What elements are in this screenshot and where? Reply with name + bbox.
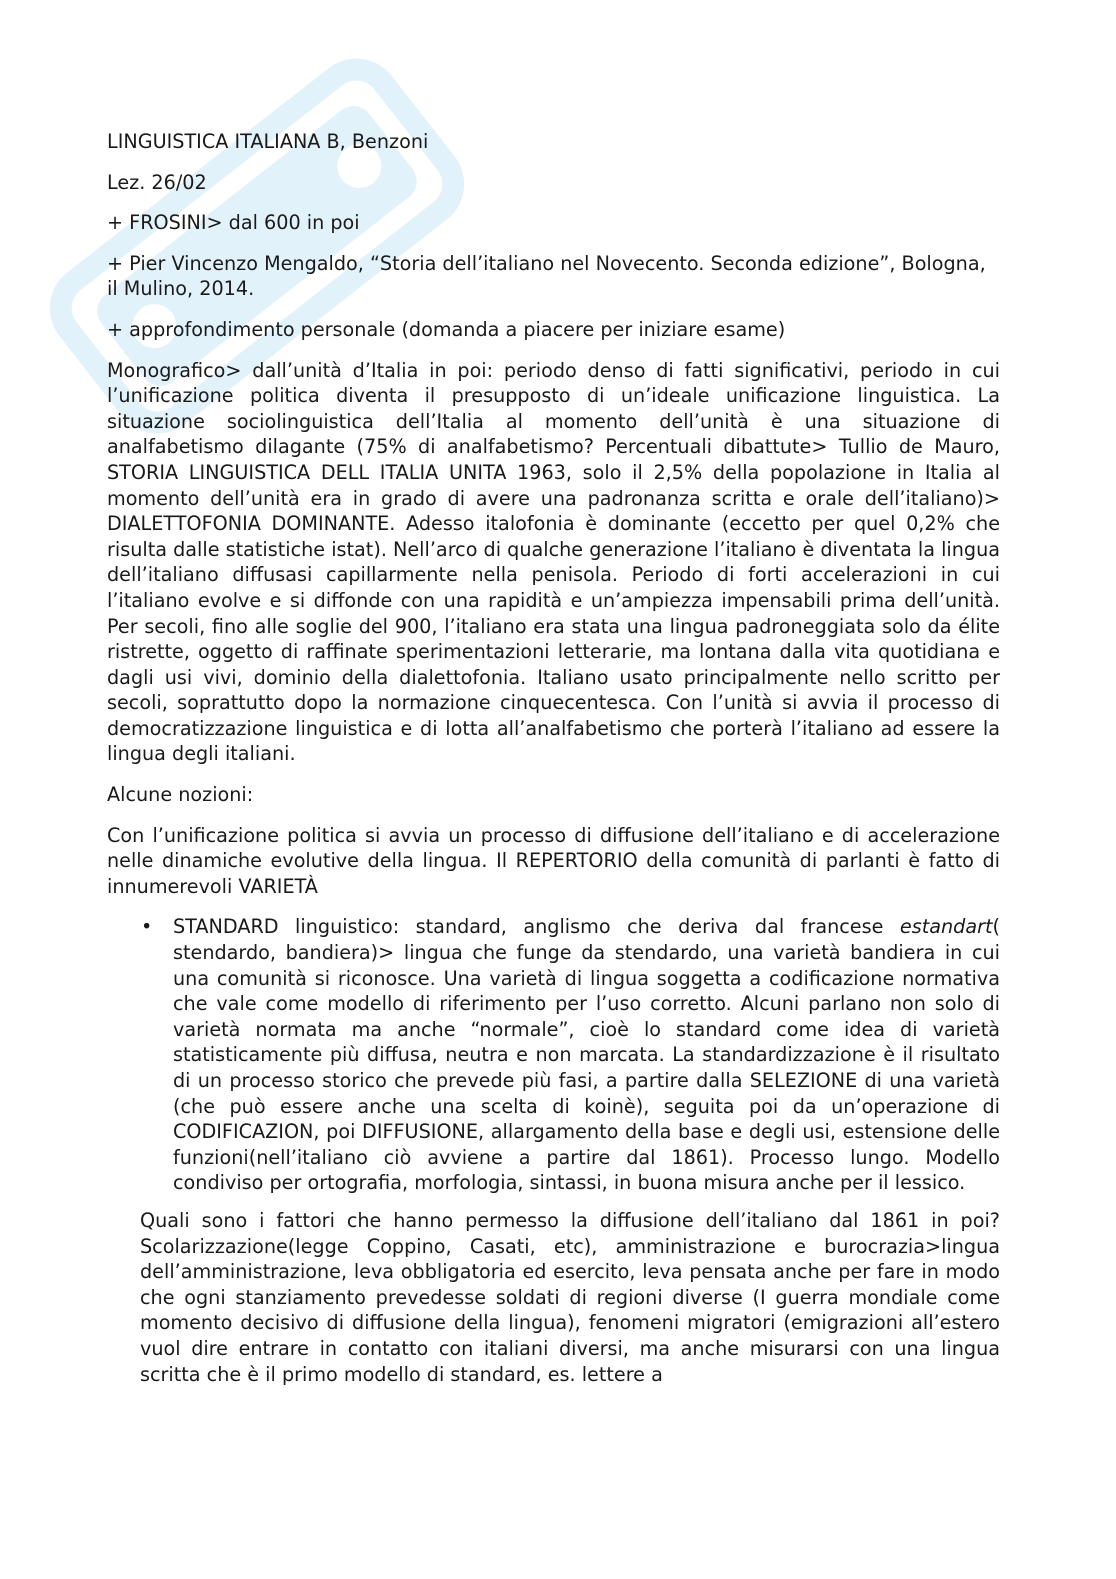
document-title: LINGUISTICA ITALIANA B, Benzoni	[107, 130, 429, 153]
document-body	[107, 129, 1000, 1402]
paragraph-fattori: Quali sono i fattori che hanno permesso la diffusione dell’italiano dal 1861 in poi? Scolarizzazione(legge Coppino, Casati, etc), amministrazione e burocrazia>lingua dell’amministrazione, leva obbligatoria ed esercito, leva pensata anche per fare in modo che ogni stanziamento prevedesse soldati di regioni diverse (I guerra mondiale come momento decisivo di diffusione della lingua), fenomeni migratori (emigrazioni all’estero vuol dire entrare in contatto con italiani diversi, ma anche misurarsi con una lingua scritta che è il primo modello di standard, es. lettere a	[140, 1208, 1000, 1386]
reference-personal: + approfondimento personale (domanda a piacere per iniziare esame)	[107, 317, 786, 341]
reference-mengaldo: + Pier Vincenzo Mengaldo, “Storia dell’italiano nel Novecento. Seconda edizione”, Bologna, il Mulino, 2014.	[107, 251, 986, 301]
bullet-standard-italic: estandart	[899, 915, 993, 939]
paragraph-monografico: Monografico> dall’unità d’Italia in poi: periodo denso di fatti significativi, periodo in cui l’unificazione politica diventa il presupposto di un’ideale unificazione linguistica. La situazione sociolinguistica dell’Italia al momento dell’unità è una situazione di analfabetismo dilagante (75% di analfabetismo? Percentuali dibattute> Tullio de Mauro, STORIA LINGUISTICA DELL ITALIA UNITA 1963, solo il 2,5% della popolazione in Italia al momento dell’unità era in grado di avere una padronanza scritta e orale dell’italiano)> DIALETTOFONIA DOMINANTE. Adesso italofonia è dominante (eccetto per quel 0,2% che risulta dalle statistiche istat). Nell’arco di qualche generazione l’italiano è diventata la lingua dell’italiano diffusasi capillarmente nella penisola. Periodo di forti accelerazioni in cui l’italiano evolve e si diffonde con una rapidità e un’ampiezza impensabili prima dell’unità. Per secoli, fino alle soglie del 900, l’italiano era stata una lingua padroneggiata solo da élite ristrette, oggetto di raffinate sperimentazioni letterarie, ma lontana dalla vita quotidiana e dagli usi vivi, dominio della dialettofonia. Italiano usato principalmente nello scritto per secoli, soprattutto dopo la normazione cinquecentesca. Con l’unità si avvia il processo di democratizzazione linguistica e di lotta all’analfabetismo che porterà l’italiano ad essere la lingua degli italiani.	[107, 358, 1000, 766]
lesson-date: Lez. 26/02	[107, 170, 207, 194]
reference-frosini: + FROSINI> dal 600 in poi	[107, 211, 360, 235]
bullet-list	[107, 914, 1000, 1196]
section-heading: Alcune nozioni:	[107, 783, 254, 807]
paragraph-unificazione: Con l’unificazione politica si avvia un processo di diffusione dell’italiano e di accelerazione nelle dinamiche evolutive della lingua. Il REPERTORIO della comunità di parlanti è fatto di innumerevoli VARIETÀ	[107, 823, 1000, 898]
bullet-standard-text-1: STANDARD linguistico: standard, anglismo che deriva dal francese	[173, 915, 900, 939]
bullet-item-standard	[173, 914, 1000, 1196]
bullet-standard-text-2: ( stendardo, bandiera)> lingua che funge da stendardo, una varietà bandiera in cui una comunità si riconosce. Una varietà di lingua soggetta a codificazione normativa che vale come modello di riferimento per l’uso corretto. Alcuni parlano non solo di varietà normata ma anche “normale”, cioè lo standard come idea di varietà statisticamente più diffusa, neutra e non marcata. La standardizzazione è il risultato di un processo storico che prevede più fasi, a partire dalla SELEZIONE di una varietà (che può essere anche una scelta di koinè), seguita poi da un’operazione di CODIFICAZION, poi DIFFUSIONE, allargamento della base e degli usi, estensione delle funzioni(nell’italiano ciò avviene a partire dal 1861). Processo lungo. Modello condiviso per ortografia, morfologia, sintassi, in buona misura anche per il lessico.	[173, 915, 1000, 1195]
